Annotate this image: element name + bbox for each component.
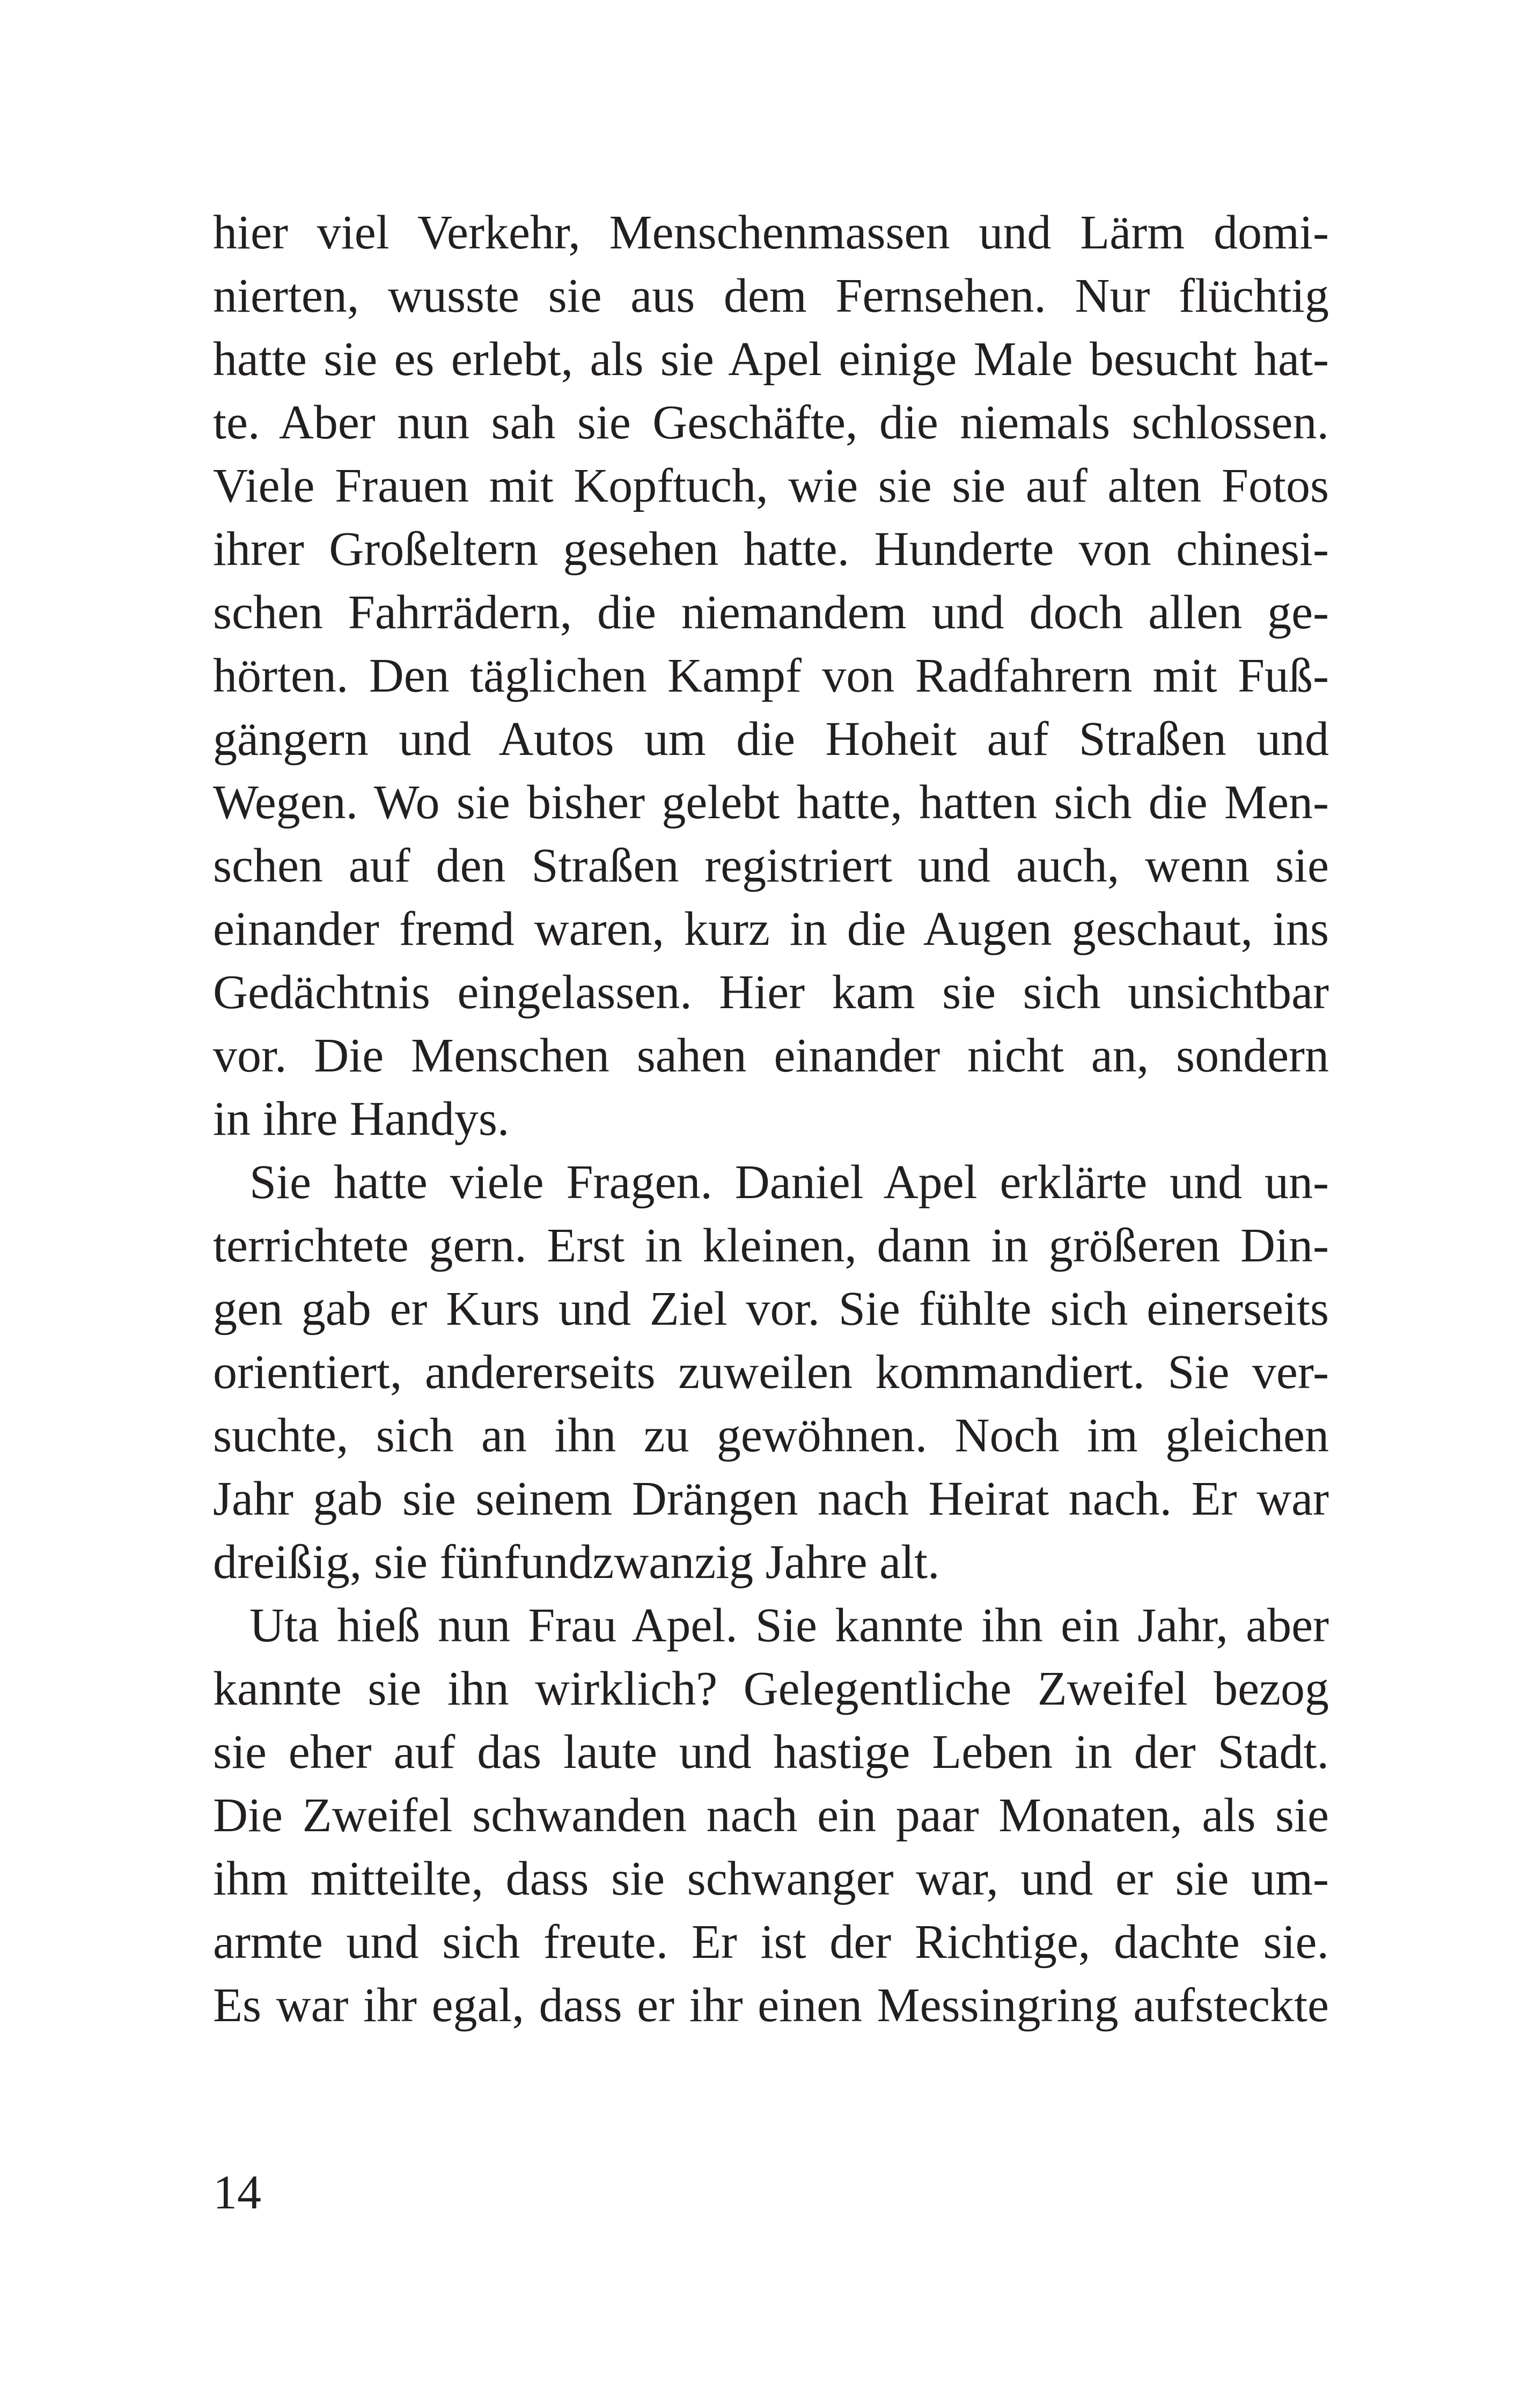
text-line: vor. Die Menschen sahen einander nicht an, sondern: [213, 1029, 1329, 1082]
text-line: hier viel Verkehr, Menschenmassen und Lärm domi-: [213, 206, 1329, 259]
text-line: dreißig, sie fünfundzwanzig Jahre alt.: [213, 1536, 940, 1589]
text-line: Uta hieß nun Frau Apel. Sie kannte ihn ein Jahr, aber: [249, 1599, 1329, 1652]
text-line: terrichtete gern. Erst in kleinen, dann in größeren Din-: [213, 1219, 1329, 1272]
text-line: hatte sie es erlebt, als sie Apel einige Male besucht hat-: [213, 333, 1329, 386]
text-line: ihrer Großeltern gesehen hatte. Hunderte von chinesi-: [213, 523, 1329, 576]
text-line: Es war ihr egal, dass er ihr einen Messingring aufsteckte: [213, 1979, 1329, 2032]
text-line: suchte, sich an ihn zu gewöhnen. Noch im gleichen: [213, 1409, 1329, 1462]
text-line: gen gab er Kurs und Ziel vor. Sie fühlte sich einerseits: [213, 1282, 1329, 1335]
text-line: gängern und Autos um die Hoheit auf Straßen und: [213, 713, 1329, 766]
text-line: einander fremd waren, kurz in die Augen geschaut, ins: [213, 902, 1329, 956]
text-line: schen auf den Straßen registriert und auch, wenn sie: [213, 839, 1329, 892]
text-line: kannte sie ihn wirklich? Gelegentliche Zweifel bezog: [213, 1662, 1329, 1715]
text-line: in ihre Handys.: [213, 1092, 510, 1146]
text-line: Jahr gab sie seinem Drängen nach Heirat nach. Er war: [213, 1472, 1329, 1525]
text-line: hörten. Den täglichen Kampf von Radfahrern mit Fuß-: [213, 649, 1329, 702]
body-text: [213, 201, 1329, 2037]
text-line: Wegen. Wo sie bisher gelebt hatte, hatten sich die Men-: [213, 776, 1329, 829]
text-line: nierten, wusste sie aus dem Fernsehen. Nur flüchtig: [213, 269, 1329, 322]
text-line: schen Fahrrädern, die niemandem und doch allen ge-: [213, 586, 1329, 639]
text-line: armte und sich freute. Er ist der Richtige, dachte sie.: [213, 1915, 1329, 1969]
text-line: sie eher auf das laute und hastige Leben in der Stadt.: [213, 1726, 1329, 1779]
text-line: Die Zweifel schwanden nach ein paar Monaten, als sie: [213, 1789, 1329, 1842]
text-line: orientiert, andererseits zuweilen kommandiert. Sie ver-: [213, 1346, 1329, 1399]
text-line: Gedächtnis eingelassen. Hier kam sie sich unsichtbar: [213, 966, 1329, 1019]
text-line: Sie hatte viele Fragen. Daniel Apel erklärte und un-: [249, 1156, 1329, 1209]
page-number: 14: [213, 2166, 261, 2219]
text-line: ihm mitteilte, dass sie schwanger war, und er sie um-: [213, 1852, 1329, 1905]
text-line: te. Aber nun sah sie Geschäfte, die niemals schlossen.: [213, 396, 1329, 449]
text-line: Viele Frauen mit Kopftuch, wie sie sie auf alten Fotos: [213, 459, 1329, 512]
